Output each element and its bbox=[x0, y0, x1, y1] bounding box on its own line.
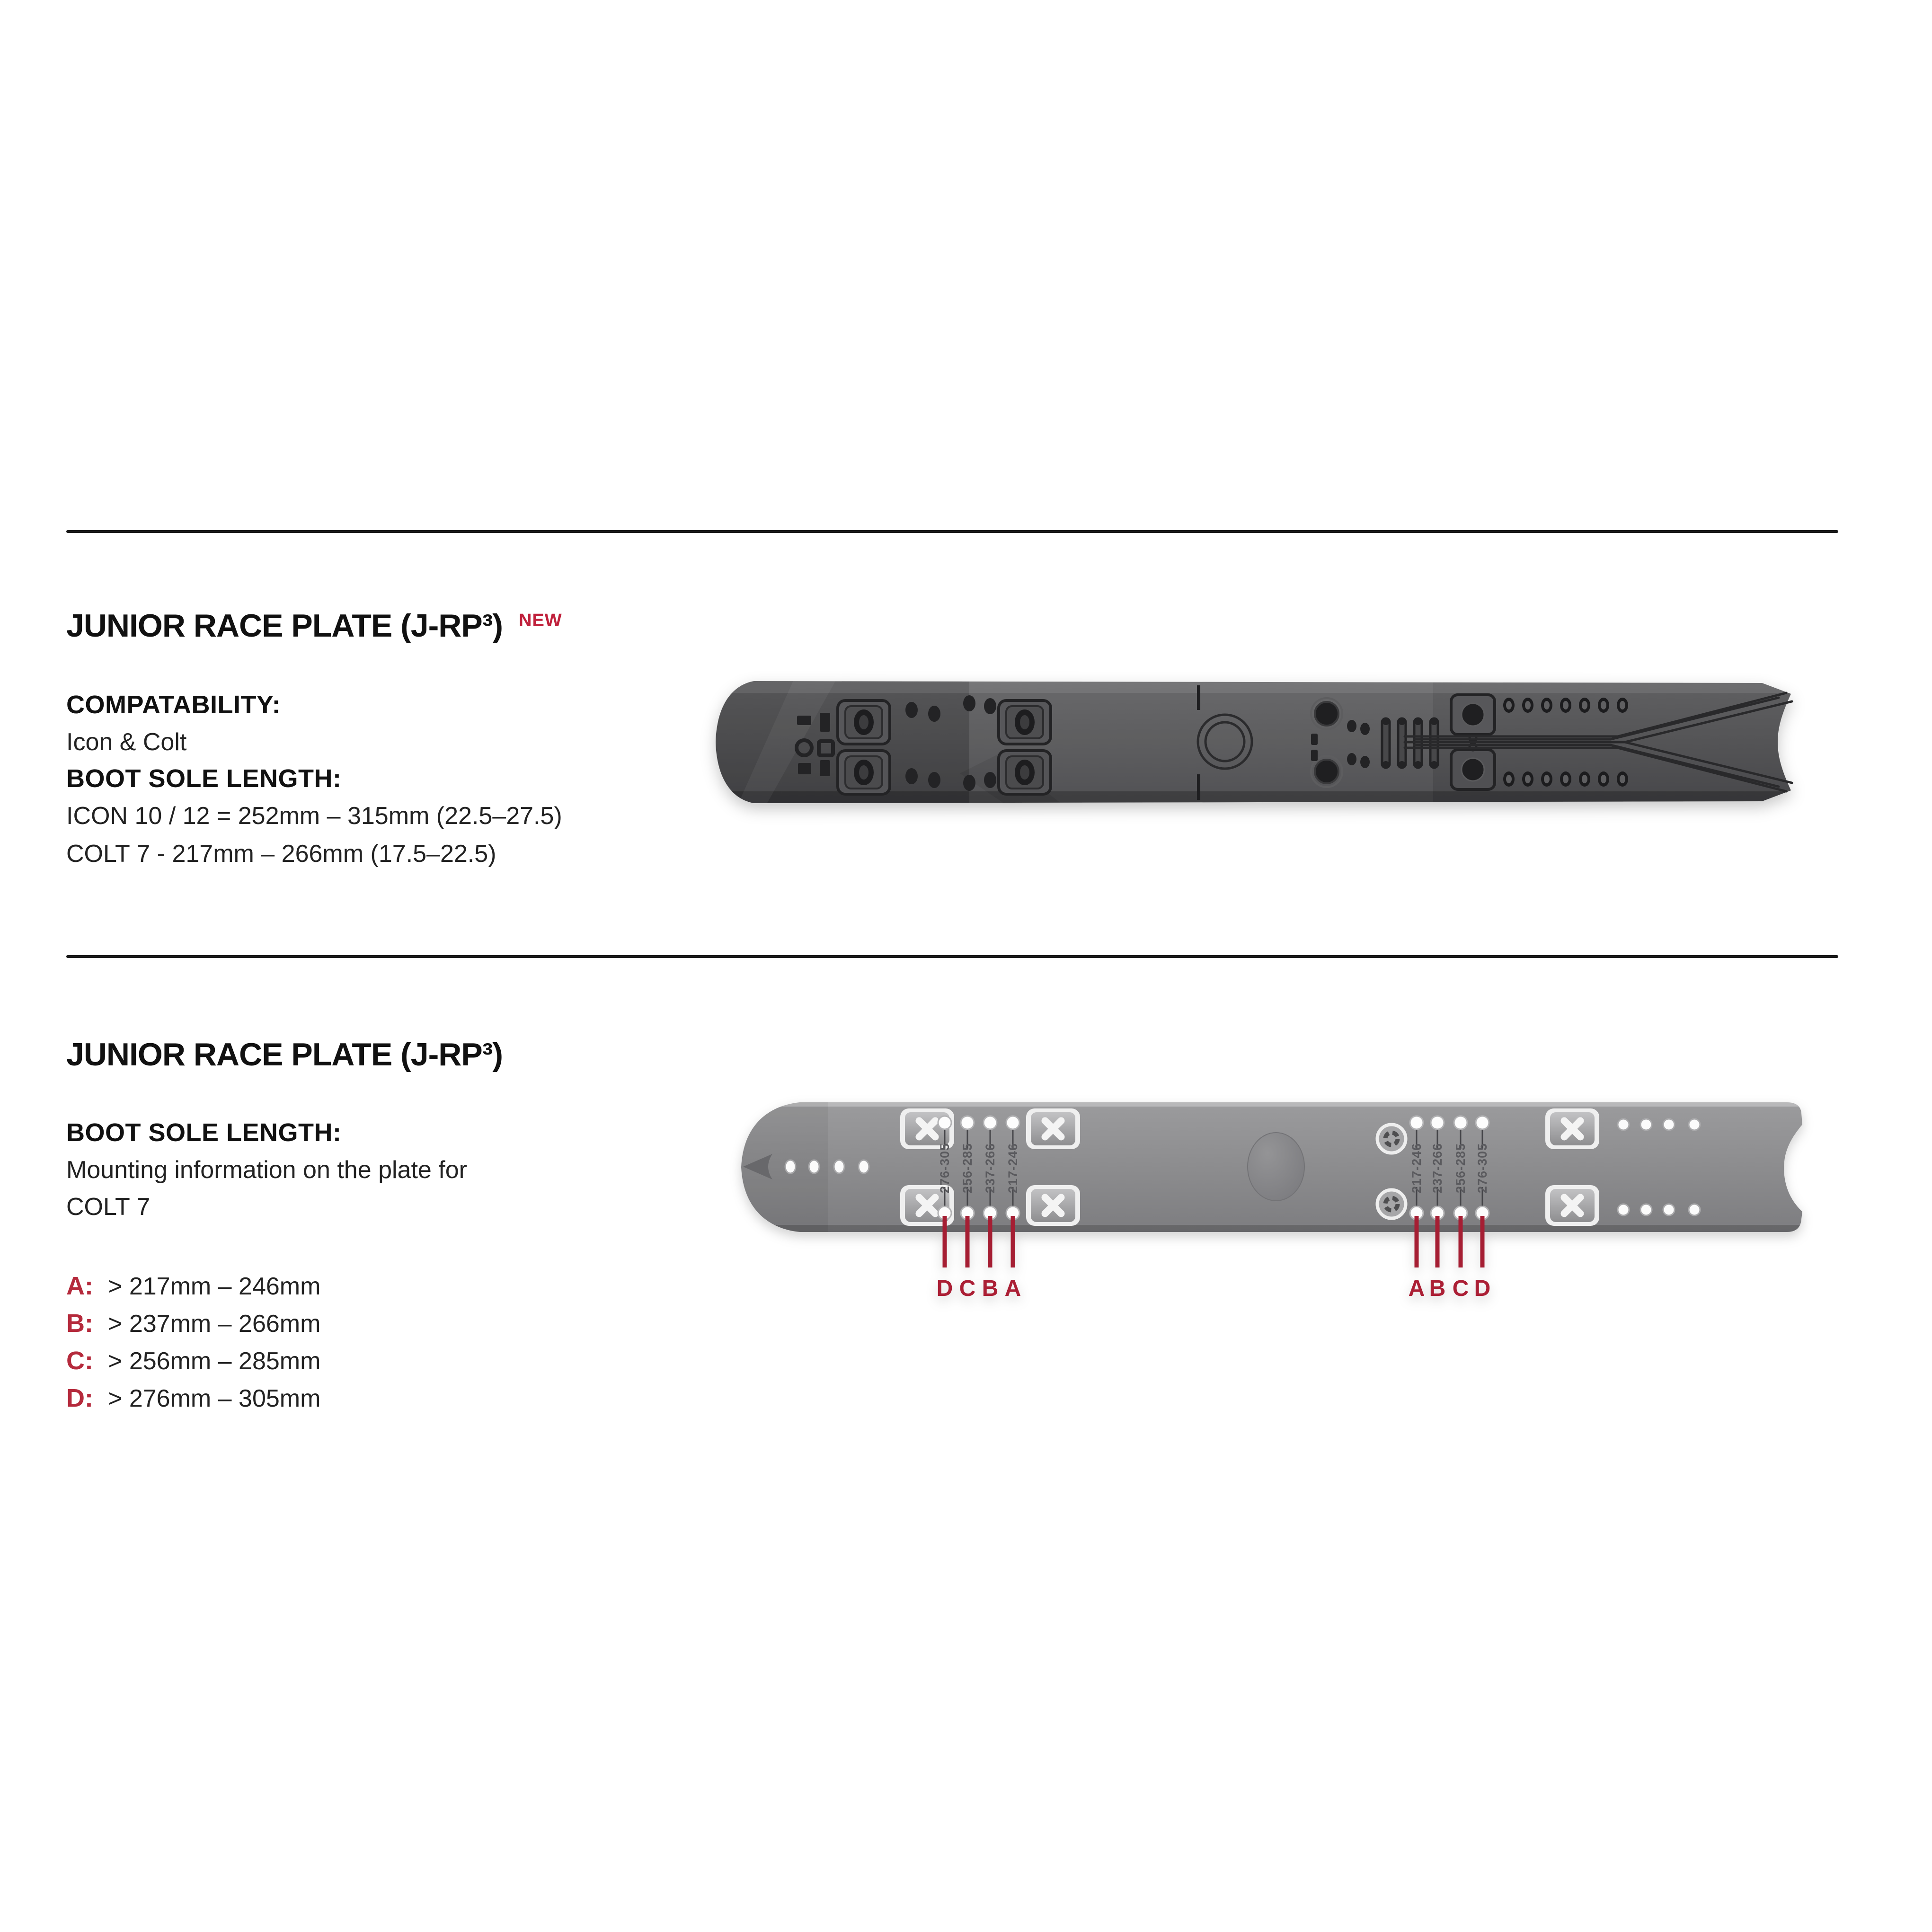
compatability-label: COMPATABILITY: bbox=[66, 691, 281, 719]
section2-desc-line2: COLT 7 bbox=[66, 1193, 151, 1221]
engraving-256-285: 256-285 bbox=[960, 1143, 975, 1194]
mounting-block bbox=[999, 700, 1051, 744]
engraving-217-246: 217-246 bbox=[1006, 1143, 1020, 1194]
size-range-c: > 256mm – 285mm bbox=[108, 1347, 321, 1375]
engraving-276-305: 276-305 bbox=[938, 1143, 952, 1194]
engraving-217-246: 217-246 bbox=[1409, 1143, 1424, 1194]
mount-pad-x-screw-icon bbox=[1545, 1185, 1599, 1226]
size-letter-b: B: bbox=[66, 1309, 93, 1338]
race-plate-top-view-diagram bbox=[729, 1101, 1808, 1304]
annotation-labels-right bbox=[1409, 1276, 1491, 1301]
size-letter-a: A: bbox=[66, 1272, 93, 1300]
engraving-237-266: 237-266 bbox=[983, 1143, 997, 1194]
label-d-right: D bbox=[1474, 1276, 1491, 1301]
label-a-left: A bbox=[1004, 1276, 1021, 1301]
size-range-a: > 217mm – 246mm bbox=[108, 1273, 321, 1300]
size-row-d bbox=[66, 1385, 320, 1411]
section2-bsl-label: BOOT SOLE LENGTH: bbox=[66, 1118, 342, 1147]
section1-bsl-line-colt: COLT 7 - 217mm – 266mm (17.5–22.5) bbox=[66, 840, 496, 868]
section2-title-row bbox=[66, 1038, 503, 1071]
engraving-276-305: 276-305 bbox=[1475, 1143, 1489, 1194]
size-range-d: > 276mm – 305mm bbox=[108, 1385, 321, 1412]
new-badge: NEW bbox=[519, 611, 562, 630]
mounting-block bbox=[999, 751, 1051, 794]
divider-line-middle bbox=[66, 955, 1838, 958]
size-range-b: > 237mm – 266mm bbox=[108, 1310, 321, 1338]
section1-title-row bbox=[66, 610, 562, 642]
size-letter-c: C: bbox=[66, 1347, 93, 1375]
divider-line-top bbox=[66, 530, 1838, 533]
size-letter-d: D: bbox=[66, 1384, 93, 1412]
mount-pad-x-screw-icon bbox=[1026, 1185, 1080, 1226]
compatability-value: Icon & Colt bbox=[66, 728, 187, 756]
mounting-block bbox=[838, 751, 890, 794]
label-b-left: B bbox=[982, 1276, 999, 1301]
section1-title: JUNIOR RACE PLATE (J-RP³) bbox=[66, 608, 503, 644]
label-c-right: C bbox=[1452, 1276, 1469, 1301]
size-row-a bbox=[66, 1273, 320, 1299]
label-d-left: D bbox=[936, 1276, 953, 1301]
label-c-left: C bbox=[959, 1276, 976, 1301]
label-b-right: B bbox=[1429, 1276, 1446, 1301]
size-row-b bbox=[66, 1311, 320, 1336]
race-plate-bottom-view-photo bbox=[704, 679, 1802, 806]
section1-bsl-line-icon: ICON 10 / 12 = 252mm – 315mm (22.5–27.5) bbox=[66, 802, 562, 830]
size-row-c bbox=[66, 1348, 320, 1374]
section2-desc-line1: Mounting information on the plate for bbox=[66, 1156, 467, 1184]
label-a-right: A bbox=[1408, 1276, 1425, 1301]
plate2-center-recess bbox=[1248, 1133, 1304, 1201]
engraving-237-266: 237-266 bbox=[1430, 1143, 1445, 1194]
mount-pad-x-screw-icon bbox=[1026, 1108, 1080, 1149]
mounting-block bbox=[838, 700, 890, 744]
mount-pad-x-screw-icon bbox=[1545, 1108, 1599, 1149]
annotation-labels-left bbox=[937, 1276, 1021, 1301]
section1-bsl-label: BOOT SOLE LENGTH: bbox=[66, 764, 342, 793]
engraving-256-285: 256-285 bbox=[1453, 1143, 1468, 1194]
section2-title: JUNIOR RACE PLATE (J-RP³) bbox=[66, 1037, 503, 1072]
